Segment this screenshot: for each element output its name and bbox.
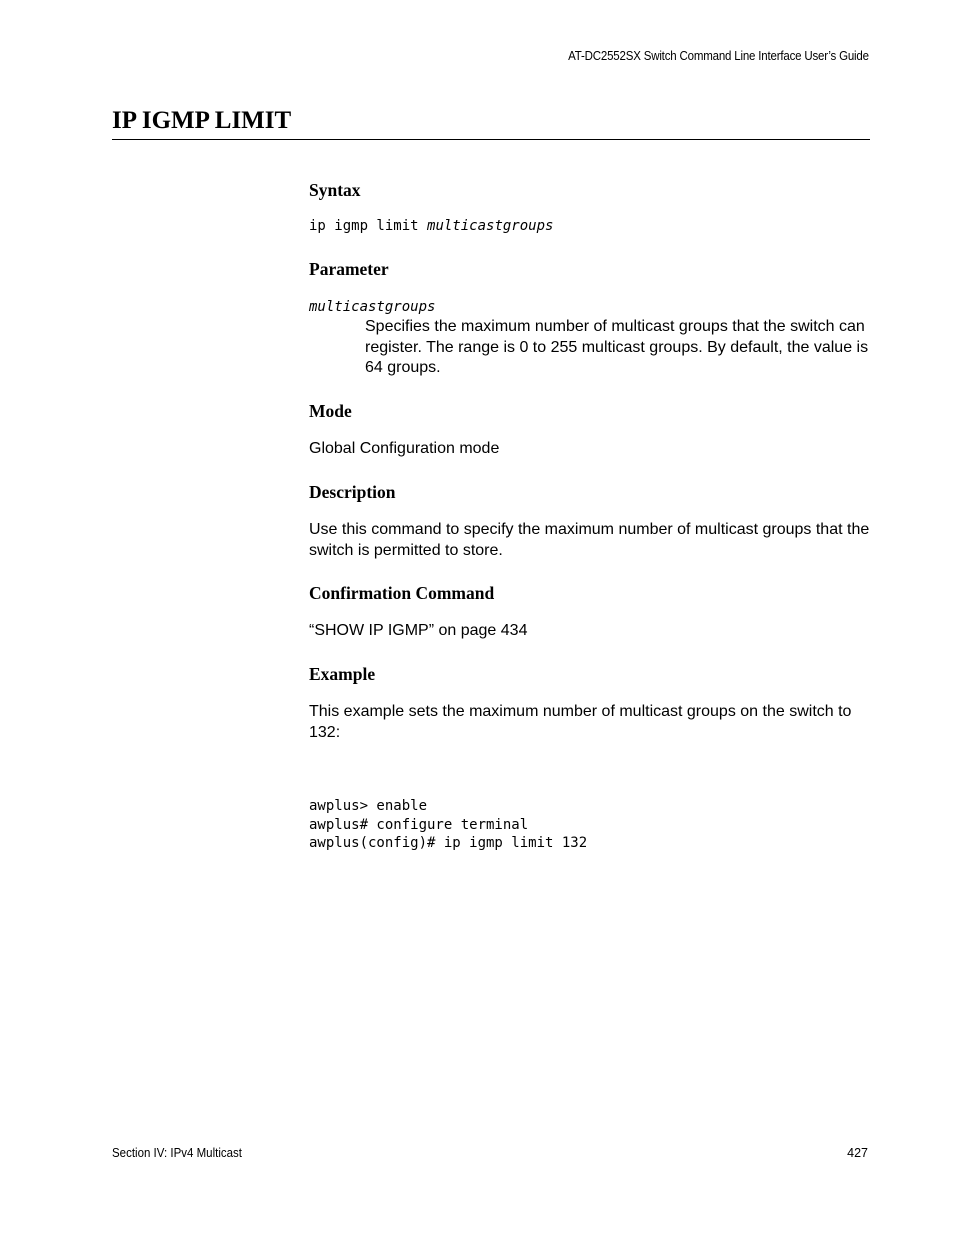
syntax-code [309,217,553,236]
parameter-name: multicastgroups [309,299,436,315]
example-code-block [309,760,587,871]
syntax-heading: Syntax [309,180,361,200]
title-divider [112,139,870,140]
syntax-argument: multicastgroups [427,218,554,234]
page-title: IP IGMP LIMIT [112,107,292,134]
syntax-command: ip igmp limit [309,218,428,234]
footer-section: Section IV: IPv4 Multicast [112,1146,242,1160]
running-header: AT-DC2552SX Switch Command Line Interface User’s Guide [568,49,869,63]
mode-heading: Mode [309,401,352,421]
description-text: Use this command to specify the maximum number of multicast groups that the switch is permitted to store. [309,521,870,559]
example-code-line: awplus> enable [309,798,428,814]
confirmation-heading: Confirmation Command [309,583,495,603]
example-text: This example sets the maximum number of multicast groups on the switch to 132: [309,703,852,741]
parameter-heading: Parameter [309,259,389,279]
description-heading: Description [309,482,396,502]
page-number: 427 [847,1146,868,1160]
mode-text: Global Configuration mode [309,440,500,457]
example-heading: Example [309,664,376,684]
parameter-description: Specifies the maximum number of multicast groups that the switch can register. The range is 0 to 255 multicast groups. By default, the value is 64 groups. [365,318,869,376]
example-code-line: awplus(config)# ip igmp limit 132 [309,835,588,851]
example-code-line: awplus# configure terminal [309,816,529,833]
confirmation-link[interactable]: “SHOW IP IGMP” on page 434 [309,622,528,639]
